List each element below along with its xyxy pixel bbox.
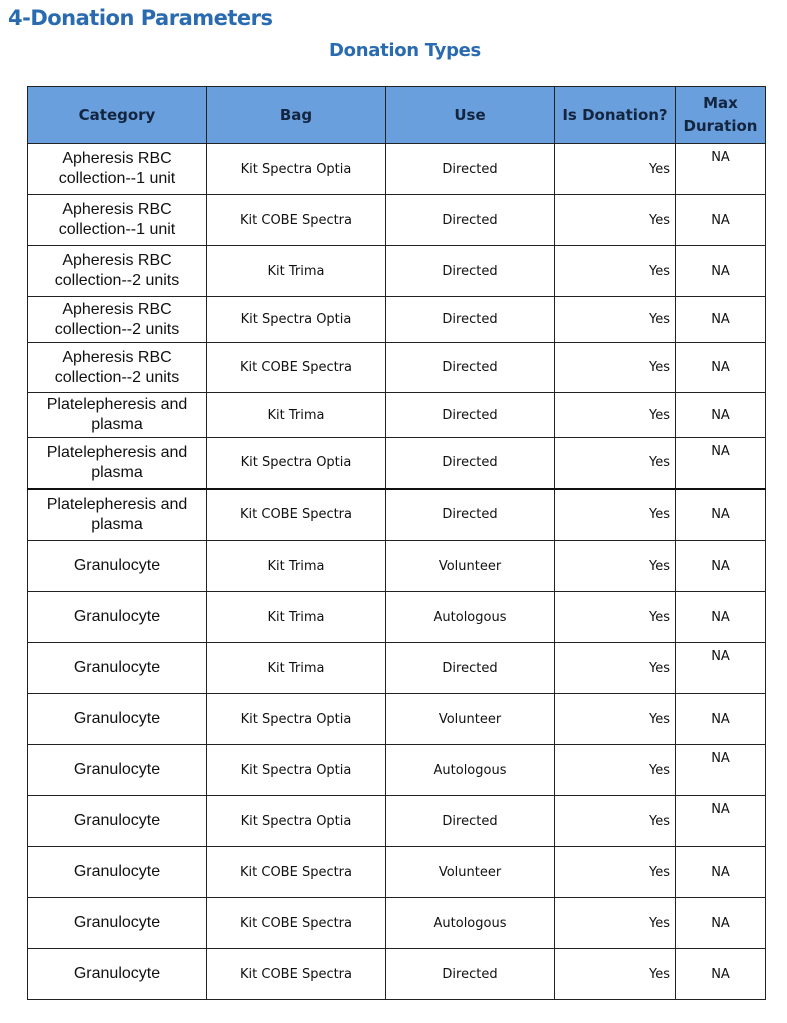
cell-max-duration: NA [676, 643, 766, 694]
table-row [28, 343, 766, 393]
table-row [28, 949, 766, 1000]
cell-bag: Kit COBE Spectra [207, 949, 386, 1000]
cell-max-duration: NA [676, 246, 766, 297]
table-row [28, 796, 766, 847]
cell-is-donation: Yes [555, 898, 676, 949]
cell-category: Granulocyte [28, 796, 207, 847]
cell-category: Apheresis RBC collection--2 units [28, 343, 207, 393]
cell-category: Granulocyte [28, 541, 207, 592]
cell-category: Granulocyte [28, 643, 207, 694]
cell-max-duration: NA [676, 541, 766, 592]
cell-is-donation: Yes [555, 847, 676, 898]
cell-use: Directed [386, 796, 555, 847]
cell-is-donation: Yes [555, 949, 676, 1000]
cell-category: Granulocyte [28, 694, 207, 745]
cell-is-donation: Yes [555, 694, 676, 745]
cell-category: Apheresis RBC collection--1 unit [28, 144, 207, 195]
cell-use: Autologous [386, 592, 555, 643]
cell-category: Granulocyte [28, 847, 207, 898]
section-title: 4-Donation Parameters [8, 6, 273, 30]
cell-max-duration: NA [676, 745, 766, 796]
cell-is-donation: Yes [555, 438, 676, 489]
header-max-duration: Max Duration [676, 87, 766, 144]
cell-bag: Kit COBE Spectra [207, 489, 386, 541]
table-row [28, 393, 766, 438]
cell-max-duration: NA [676, 297, 766, 343]
header-is-donation: Is Donation? [555, 87, 676, 144]
cell-category: Apheresis RBC collection--2 units [28, 297, 207, 343]
cell-max-duration: NA [676, 898, 766, 949]
cell-category: Granulocyte [28, 592, 207, 643]
cell-is-donation: Yes [555, 297, 676, 343]
cell-bag: Kit COBE Spectra [207, 343, 386, 393]
table-row [28, 643, 766, 694]
cell-category: Granulocyte [28, 949, 207, 1000]
cell-bag: Kit Trima [207, 393, 386, 438]
table-row [28, 694, 766, 745]
cell-use: Directed [386, 343, 555, 393]
table-row [28, 592, 766, 643]
cell-max-duration: NA [676, 949, 766, 1000]
cell-is-donation: Yes [555, 246, 676, 297]
cell-category: Granulocyte [28, 898, 207, 949]
cell-bag: Kit Spectra Optia [207, 694, 386, 745]
cell-use: Directed [386, 949, 555, 1000]
cell-bag: Kit Spectra Optia [207, 297, 386, 343]
cell-bag: Kit COBE Spectra [207, 898, 386, 949]
cell-bag: Kit Trima [207, 246, 386, 297]
table-title: Donation Types [329, 40, 481, 61]
cell-max-duration: NA [676, 195, 766, 246]
cell-is-donation: Yes [555, 343, 676, 393]
cell-use: Directed [386, 438, 555, 489]
table-row [28, 745, 766, 796]
table-row [28, 489, 766, 541]
cell-use: Directed [386, 195, 555, 246]
table-row [28, 297, 766, 343]
cell-bag: Kit Spectra Optia [207, 745, 386, 796]
cell-use: Autologous [386, 745, 555, 796]
cell-use: Directed [386, 393, 555, 438]
cell-max-duration: NA [676, 694, 766, 745]
cell-max-duration: NA [676, 393, 766, 438]
cell-is-donation: Yes [555, 393, 676, 438]
cell-is-donation: Yes [555, 796, 676, 847]
cell-category: Platelepheresis and plasma [28, 393, 207, 438]
cell-category: Platelepheresis and plasma [28, 438, 207, 489]
cell-is-donation: Yes [555, 592, 676, 643]
table-row [28, 144, 766, 195]
cell-bag: Kit Spectra Optia [207, 796, 386, 847]
table-row [28, 195, 766, 246]
donation-types-table [27, 86, 766, 1000]
cell-use: Directed [386, 246, 555, 297]
cell-is-donation: Yes [555, 195, 676, 246]
cell-use: Directed [386, 643, 555, 694]
table-row [28, 898, 766, 949]
cell-is-donation: Yes [555, 541, 676, 592]
cell-use: Volunteer [386, 694, 555, 745]
cell-use: Volunteer [386, 847, 555, 898]
cell-max-duration: NA [676, 489, 766, 541]
header-use: Use [386, 87, 555, 144]
table-row [28, 438, 766, 489]
cell-max-duration: NA [676, 343, 766, 393]
cell-use: Autologous [386, 898, 555, 949]
table-row [28, 847, 766, 898]
table-row [28, 246, 766, 297]
cell-max-duration: NA [676, 847, 766, 898]
header-bag: Bag [207, 87, 386, 144]
cell-use: Directed [386, 489, 555, 541]
cell-is-donation: Yes [555, 144, 676, 195]
cell-is-donation: Yes [555, 745, 676, 796]
cell-category: Granulocyte [28, 745, 207, 796]
table-row [28, 541, 766, 592]
cell-category: Platelepheresis and plasma [28, 489, 207, 541]
cell-bag: Kit COBE Spectra [207, 195, 386, 246]
cell-bag: Kit Trima [207, 643, 386, 694]
header-row [28, 87, 766, 144]
cell-max-duration: NA [676, 796, 766, 847]
cell-max-duration: NA [676, 592, 766, 643]
cell-use: Directed [386, 144, 555, 195]
cell-bag: Kit Trima [207, 592, 386, 643]
cell-is-donation: Yes [555, 489, 676, 541]
cell-is-donation: Yes [555, 643, 676, 694]
cell-bag: Kit Spectra Optia [207, 144, 386, 195]
header-category: Category [28, 87, 207, 144]
cell-max-duration: NA [676, 438, 766, 489]
cell-category: Apheresis RBC collection--2 units [28, 246, 207, 297]
cell-bag: Kit Spectra Optia [207, 438, 386, 489]
cell-bag: Kit COBE Spectra [207, 847, 386, 898]
cell-bag: Kit Trima [207, 541, 386, 592]
cell-category: Apheresis RBC collection--1 unit [28, 195, 207, 246]
cell-max-duration: NA [676, 144, 766, 195]
cell-use: Directed [386, 297, 555, 343]
cell-use: Volunteer [386, 541, 555, 592]
